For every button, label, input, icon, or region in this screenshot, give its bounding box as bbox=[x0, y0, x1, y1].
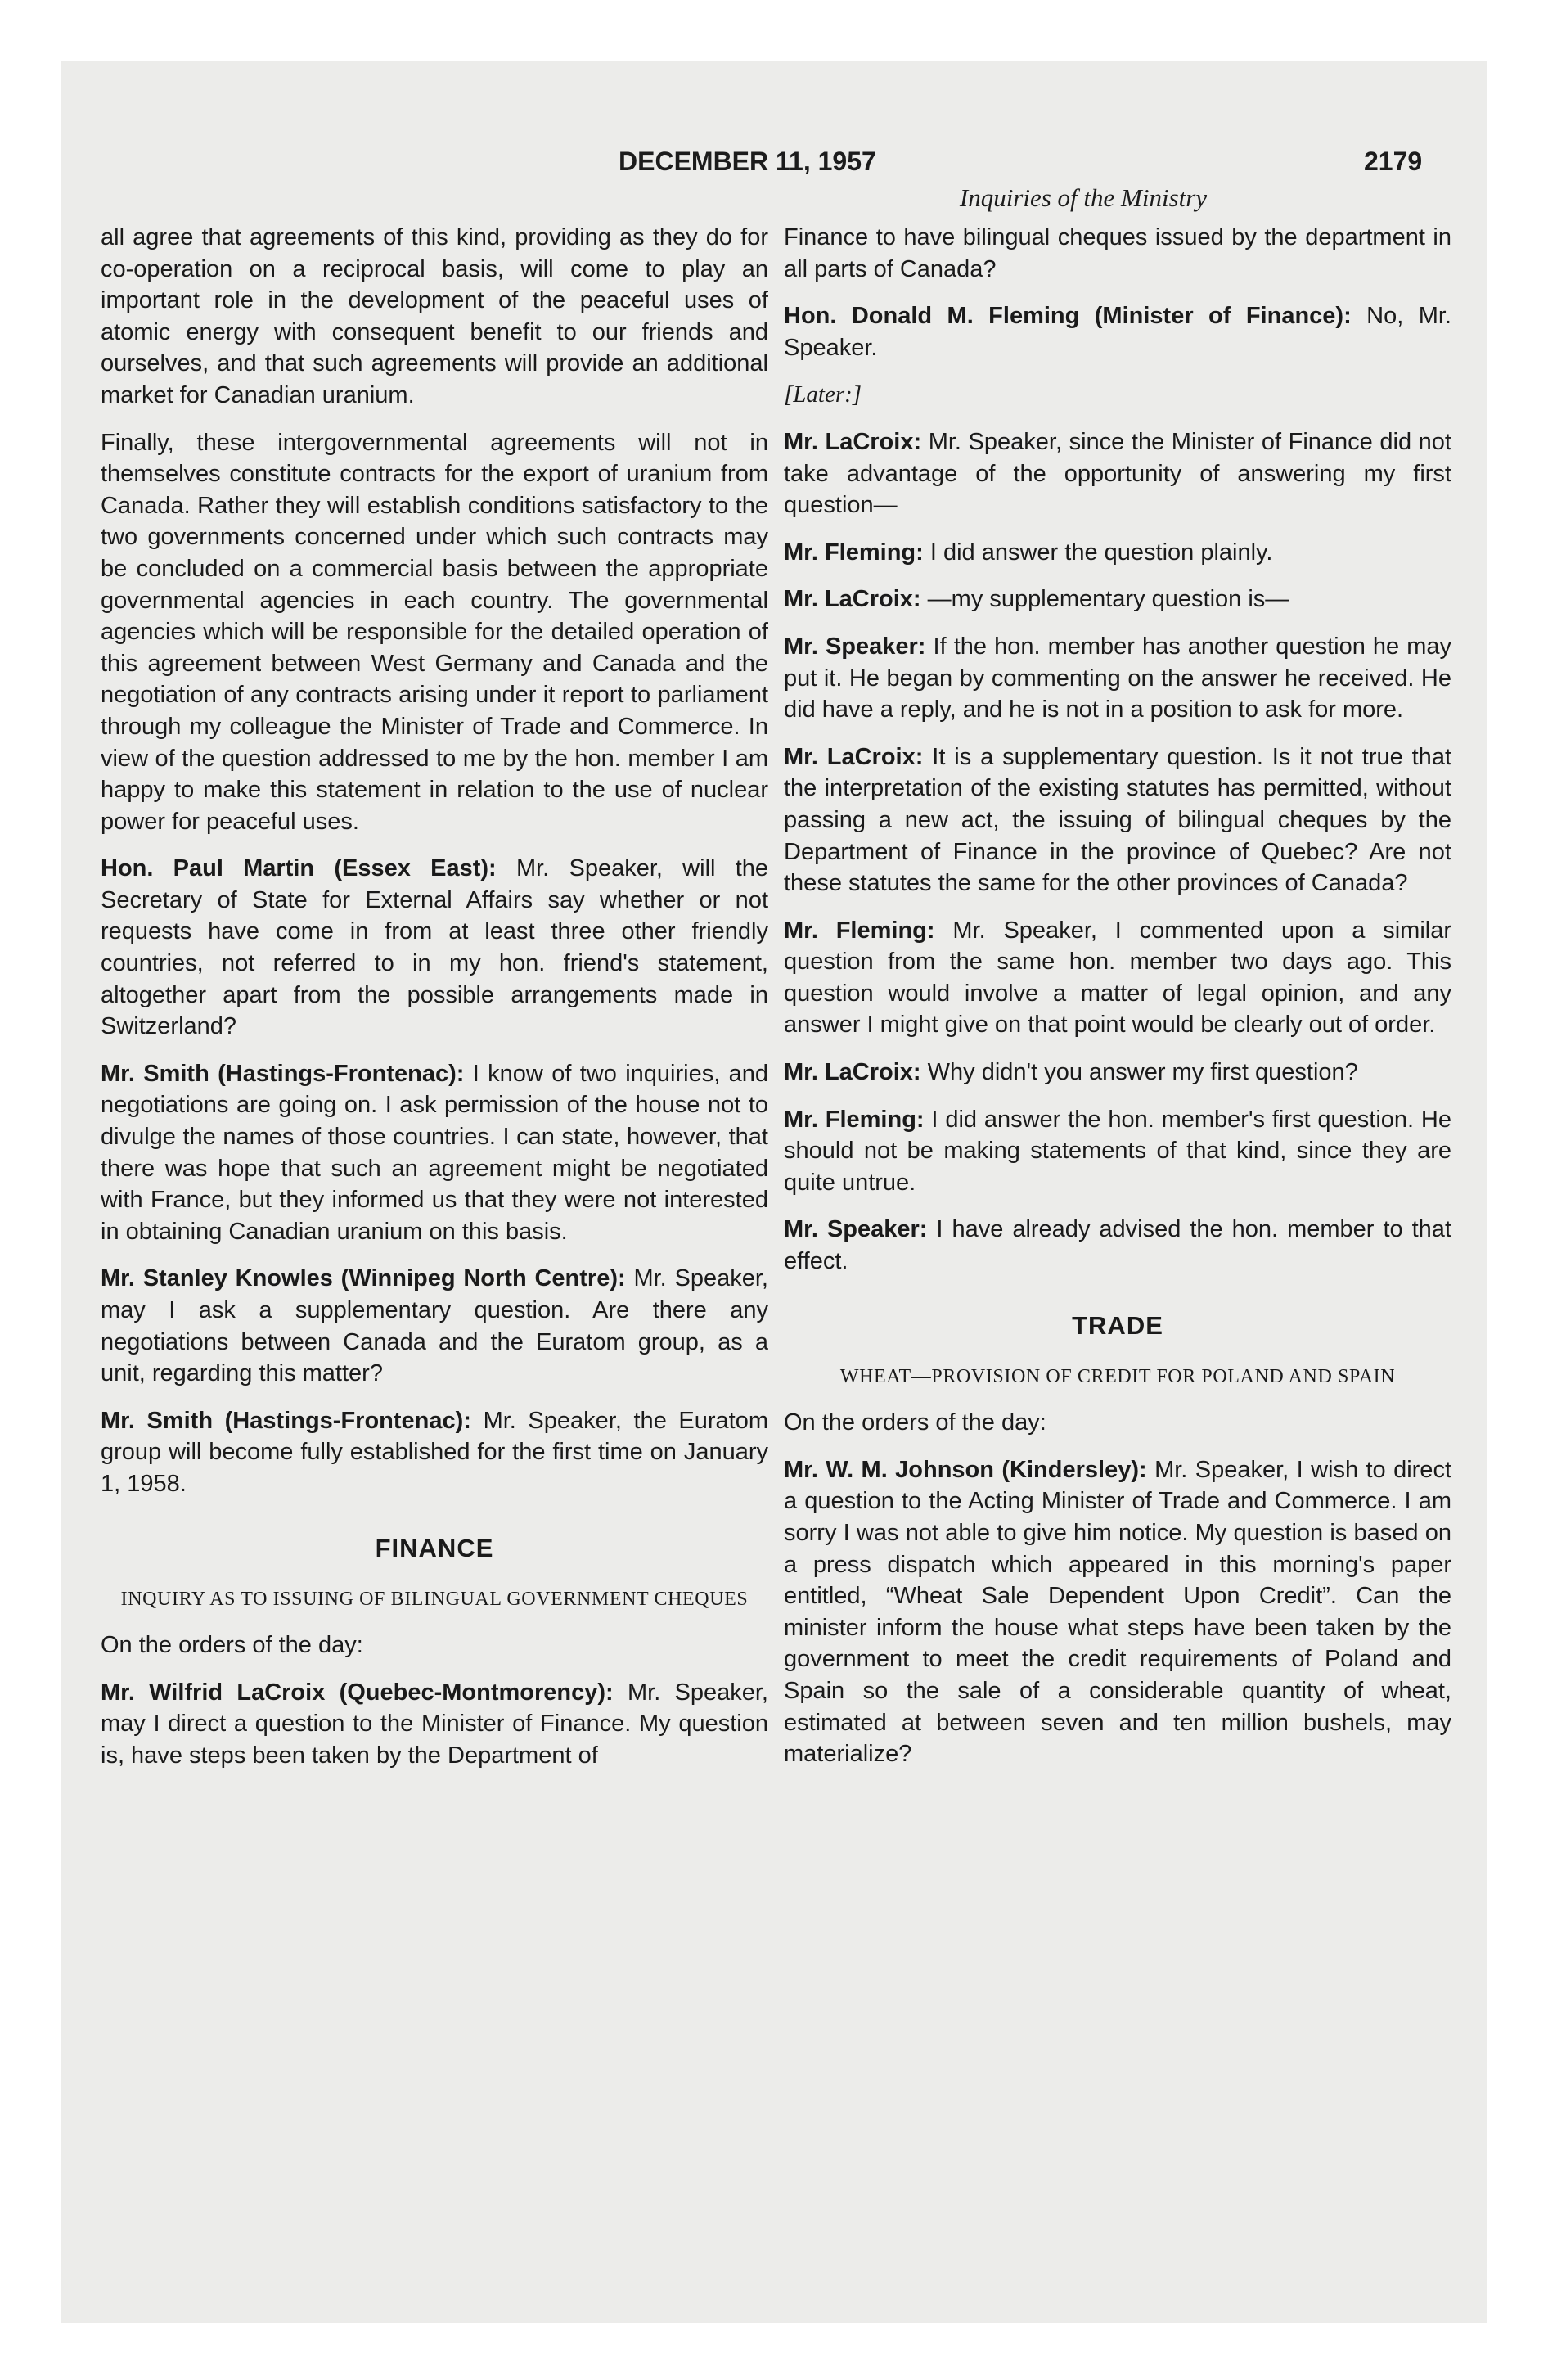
paragraph bbox=[784, 300, 1451, 363]
speech-text: Mr. Speaker, since the Minister of Finance did not take advantage of the opportunity of answering my first question— bbox=[784, 428, 1451, 519]
paragraph bbox=[784, 426, 1451, 521]
paragraph bbox=[101, 853, 768, 1043]
speaker-name: Hon. Donald M. Fleming (Minister of Finance): bbox=[784, 303, 1352, 330]
speech-text: Mr. Speaker, the Euratom group will become fully established for the first time on January 1, 1958. bbox=[101, 1407, 769, 1497]
speech-text: Why didn't you answer my first question? bbox=[927, 1059, 1358, 1086]
speaker-name: Mr. LaCroix: bbox=[784, 1059, 921, 1086]
page-number: 2179 bbox=[1364, 146, 1423, 176]
paragraph bbox=[784, 1214, 1451, 1277]
speaker-name: Mr. Wilfrid LaCroix (Quebec-Montmorency): bbox=[101, 1679, 614, 1706]
speaker-name: Hon. Paul Martin (Essex East): bbox=[101, 855, 497, 882]
right-column bbox=[784, 222, 1451, 1786]
paragraph bbox=[784, 915, 1451, 1041]
speaker-name: Mr. Smith (Hastings-Frontenac): bbox=[101, 1060, 465, 1087]
paragraph bbox=[784, 537, 1451, 569]
speaker-name: Mr. Fleming: bbox=[784, 1106, 925, 1133]
speech-text: If the hon. member has another question he may put it. He began by commenting on the answer he received. He did have a reply, and he is not in a position to ask for more. bbox=[784, 633, 1451, 723]
speaker-name: Mr. LaCroix: bbox=[784, 428, 922, 455]
speech-text: I have already advised the hon. member to that effect. bbox=[784, 1216, 1451, 1275]
subhead: INQUIRY AS TO ISSUING OF BILINGUAL GOVERNMENT CHEQUES bbox=[120, 1589, 749, 1611]
speech-text: Mr. Speaker, will the Secretary of State for External Affairs say whether or not requests have come in from at least three other friendly countries, not referred to in my hon. friend's statement, altogether apart from the possible arrangements made in Switzerland? bbox=[101, 855, 769, 1040]
section-title-finance: FINANCE bbox=[375, 1533, 494, 1562]
paragraph bbox=[784, 1104, 1451, 1199]
paragraph bbox=[784, 741, 1451, 899]
paragraph: Finance to have bilingual cheques issued by the department in all parts of Canada? bbox=[784, 224, 1451, 282]
speech-text: Mr. Speaker, I commented upon a similar question from the same hon. member two days ago. This question would involve a matter of legal opinion, and any answer I might give on that point would be clearly out of order. bbox=[784, 917, 1451, 1039]
section-title-trade: TRADE bbox=[1072, 1310, 1163, 1340]
speech-text: —my supplementary question is— bbox=[927, 586, 1289, 613]
paragraph bbox=[784, 1454, 1451, 1770]
speaker-name: Mr. Smith (Hastings-Frontenac): bbox=[101, 1407, 471, 1434]
left-column bbox=[101, 222, 768, 1787]
paragraph bbox=[784, 584, 1451, 615]
orders-of-day: On the orders of the day: bbox=[101, 1632, 363, 1659]
paragraph: all agree that agreements of this kind, providing as they do for co-operation on a reciprocal basis, will come to play an important role in the development of the peaceful uses of atomic energy with consequent benefit to our friends and ourselves, and that such agreements will provide an additional market for Canadian uranium. bbox=[101, 224, 768, 408]
speech-text: No, Mr. Speaker. bbox=[784, 303, 1451, 361]
paragraph bbox=[101, 1263, 768, 1389]
speech-text: I did answer the hon. member's first question. He should not be making statements of that kind, since they are quite untrue. bbox=[784, 1106, 1451, 1196]
speech-text: Mr. Speaker, may I direct a question to the Minister of Finance. My question is, have steps been taken by the Department of bbox=[101, 1679, 768, 1769]
speaker-name: Mr. LaCroix: bbox=[784, 586, 921, 613]
speaker-name: Mr. LaCroix: bbox=[784, 743, 924, 770]
orders-of-day: On the orders of the day: bbox=[784, 1409, 1046, 1436]
speaker-name: Mr. Fleming: bbox=[784, 539, 924, 566]
speaker-name: Mr. Speaker: bbox=[784, 1216, 928, 1243]
paragraph bbox=[784, 1057, 1451, 1089]
speaker-name: Mr. Fleming: bbox=[784, 917, 935, 944]
paragraph: Finally, these intergovernmental agreements will not in themselves constitute contracts for the export of uranium from Canada. Rather they will establish conditions satisfactory to the two governments concerned under which such contracts may be concluded on a commercial basis between the appropriate governmental agencies in each country. The governmental agencies which will be responsible for the detailed operation of this agreement between West Germany and Canada and the negotiation of any contracts arising under it report to parliament through my colleague the Minister of Trade and Commerce. In view of the question addressed to me by the hon. member I am happy to make this statement in relation to the use of nuclear power for peaceful uses. bbox=[101, 429, 768, 835]
speech-text: I did answer the question plainly. bbox=[929, 539, 1273, 566]
paragraph bbox=[784, 631, 1451, 726]
header-date: DECEMBER 11, 1957 bbox=[619, 146, 876, 176]
speaker-name: Mr. W. M. Johnson (Kindersley): bbox=[784, 1456, 1147, 1483]
running-head: Inquiries of the Ministry bbox=[959, 183, 1208, 212]
paragraph bbox=[101, 1405, 768, 1500]
speech-text: I know of two inquiries, and negotiations are going on. I ask permission of the house not to divulge the names of those countries. I can state, however, that there was hope that such an agreement might be negotiated with France, but they informed us that they were not interested in obtaining Canadian uranium on this basis. bbox=[101, 1060, 768, 1245]
later-marker: [Later:] bbox=[784, 381, 862, 408]
speaker-name: Mr. Stanley Knowles (Winnipeg North Centre): bbox=[101, 1265, 626, 1292]
page-sheet bbox=[61, 61, 1487, 2323]
speaker-name: Mr. Speaker: bbox=[784, 633, 926, 660]
subhead: WHEAT—PROVISION OF CREDIT FOR POLAND AND SPAIN bbox=[839, 1366, 1396, 1388]
speech-text: It is a supplementary question. Is it not true that the interpretation of the existing statutes has permitted, without passing a new act, the issuing of bilingual cheques by the Department of Finance in the province of Quebec? Are not these statutes the same for the other provinces of Canada? bbox=[784, 743, 1451, 897]
paragraph bbox=[101, 1058, 768, 1248]
speech-text: Mr. Speaker, I wish to direct a question to the Acting Minister of Trade and Commerce. I am sorry I was not able to give him notice. My question is based on a press dispatch which appeared in this morning's paper entitled, “Wheat Sale Dependent Upon Credit”. Can the minister inform the house what steps have been taken by the government to meet the credit requirements of Poland and Spain so the sale of a considerable quantity of wheat, estimated at between seven and ten million bushels, may materialize? bbox=[784, 1456, 1451, 1768]
paragraph bbox=[101, 1677, 768, 1772]
speech-text: Mr. Speaker, may I ask a supplementary question. Are there any negotiations between Canada and the Euratom group, as a unit, regarding this matter? bbox=[101, 1265, 768, 1387]
